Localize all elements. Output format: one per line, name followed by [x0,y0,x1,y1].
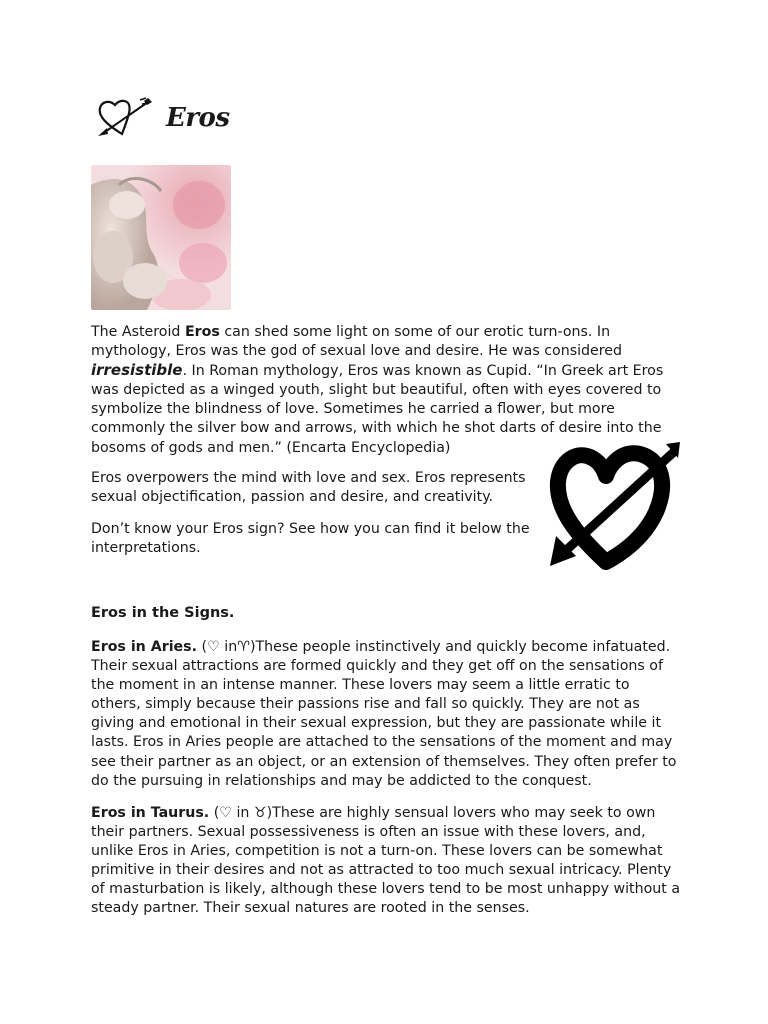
eros-keyword: Eros [184,324,220,340]
eros-photo [91,165,231,310]
overpowers-text: Eros overpowers the mind with love and sex. Eros represents sexual objectification, passion and desire, and creativity. [91,470,526,506]
taurus-symbol: (♡ in ♉) [209,805,273,821]
intro-prefix: The Asteroid [91,324,185,340]
page-title: Eros [166,103,230,133]
taurus-label: Eros in Taurus. [91,805,210,821]
intro-paragraph [91,323,671,458]
aries-text: These people instinctively and quickly become infatuated. Their sexual attractions are formed quickly and they get off on the sensations of the moment in an intense manner. These lovers may seem a little erratic to others, simply because their passions rise and fall so quickly. They are not as giving and emotional in their sexual expression, but they are passionate while it lasts. Eros in Aries people are attached to the sensations of the moment and may see their partner as an object, or an extension of themselves. They often prefer to do the pursuing in relationships and may be addicted to the conquest. [91,639,677,789]
find-sign-paragraph [91,520,531,558]
overpowers-paragraph [91,469,531,507]
aries-label: Eros in Aries. [91,639,198,655]
heart-arrow-icon [96,96,154,140]
find-sign-text: Don’t know your Eros sign? See how you can find it below the interpretations. [91,521,530,557]
intro-text-part2: . In Roman mythology, Eros was known as Cupid. “In Greek art Eros was depicted as a winged youth, slight but beautiful, often with eyes covered to symbolize the blindness of love. Sometimes he carried a flower, but more commonly the silver bow and arrows, with which he shot darts of desire into the bosoms of gods and men.” (Encarta Encyclopedia) [91,363,664,456]
signs-heading: Eros in the Signs. [91,605,235,621]
aries-symbol: (♡ in♈) [197,639,256,655]
irresistible-keyword: irresistible [91,361,183,380]
document-title [96,96,230,140]
taurus-paragraph [91,804,683,919]
big-heart-arrow-icon [548,440,680,570]
aries-paragraph [91,638,683,791]
intro-text-part1: can shed some light on some of our erotic turn-ons. In mythology, Eros was the god of sexual love and desire. He was considered [91,324,623,360]
taurus-text: These are highly sensual lovers who may seek to own their partners. Sexual possessiveness is often an issue with these lovers, and, unlike Eros in Aries, competition is not a turn-on. These lovers can be somewhat primitive in their desires and not as attracted to too much sexual intricacy. Plenty of masturbation is likely, although these lovers tend to be most unhappy without a steady partner. Their sexual natures are rooted in the senses. [91,805,681,917]
